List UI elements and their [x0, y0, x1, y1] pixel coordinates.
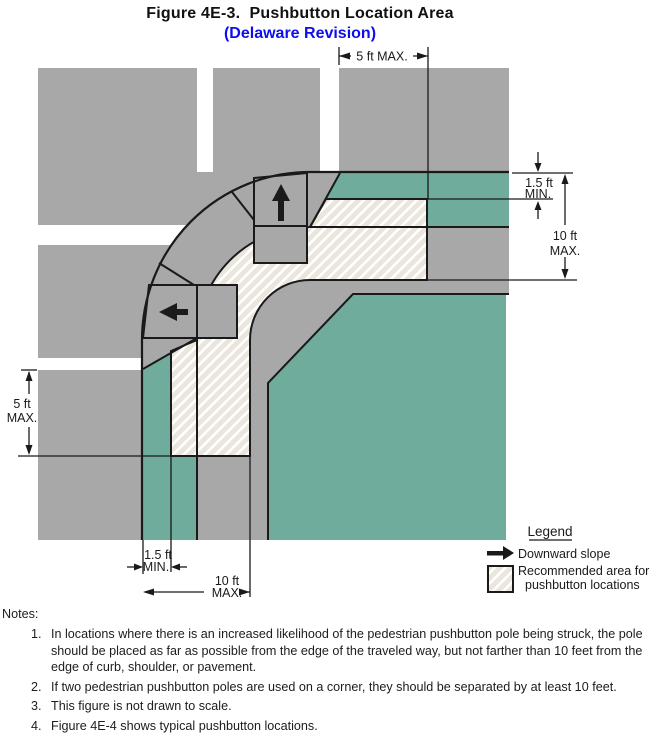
legend-recommended-area-line1: Recommended area for: [518, 564, 650, 578]
notes-section: [2, 606, 664, 738]
notes-heading: Notes:: [2, 607, 39, 621]
curb-ramp-left: [143, 285, 237, 338]
dim-label-top: 5 ft MAX.: [356, 49, 408, 64]
legend-downward-slope-label: Downward slope: [518, 547, 611, 561]
dim-label-right-min-value: 1.5 ft: [525, 176, 553, 190]
dim-label-bottom-max-value: 10 ft: [214, 574, 240, 588]
legend-recommended-area-line2: pushbutton locations: [525, 578, 640, 592]
crosswalk-gap-far-vertical: [197, 68, 213, 172]
note-item: [2, 679, 664, 695]
note-item: [2, 626, 664, 675]
figure-title: [0, 5, 600, 43]
dim-label-left-value: 5 ft: [13, 397, 31, 411]
dim-label-bottom-min-unit: MIN.: [142, 560, 170, 574]
note-text: If two pedestrian pushbutton poles are used on a corner, they should be separated by at least 10 feet.: [51, 679, 617, 694]
note-number: 4.: [31, 719, 42, 734]
dim-label-bottom-min-value: 1.5 ft: [144, 548, 172, 562]
legend-heading: Legend: [527, 524, 573, 539]
legend-hatch-swatch-icon: [488, 566, 513, 592]
curb-ramp-top: [254, 173, 307, 263]
legend: [487, 524, 649, 592]
figure-title-line1: Figure 4E-3. Pushbutton Location Area: [146, 5, 454, 22]
dim-label-bottom-max-unit: MAX.: [211, 586, 243, 600]
note-number: 2.: [31, 679, 42, 694]
note-item: [2, 718, 664, 734]
note-text: Figure 4E-4 shows typical pushbutton locations.: [51, 719, 318, 734]
note-text: In locations where there is an increased likelihood of the pedestrian pushbutton pole being struck, the pole should be placed as far as possible from the edge of the traveled way, but not farther than 10 feet from the edge of curb, shoulder, or pavement.: [51, 627, 643, 674]
crosswalk-gap-far-horizontal: [38, 225, 186, 245]
note-number: 1.: [31, 627, 42, 642]
dim-label-right-min-unit: MIN.: [524, 187, 552, 201]
crosswalk-gap-top-street: [320, 68, 339, 172]
crosswalk-gap-left-street: [38, 358, 143, 370]
dim-label-left-unit: MAX.: [6, 411, 38, 425]
dim-label-right-max-unit: MAX.: [549, 244, 581, 258]
legend-downward-slope-icon: [487, 546, 514, 560]
note-item: [2, 698, 664, 714]
dim-label-right-max-value: 10 ft: [552, 229, 578, 243]
note-text: This figure is not drawn to scale.: [51, 699, 232, 714]
note-number: 3.: [31, 699, 42, 714]
figure-title-line2: (Delaware Revision): [223, 25, 377, 42]
